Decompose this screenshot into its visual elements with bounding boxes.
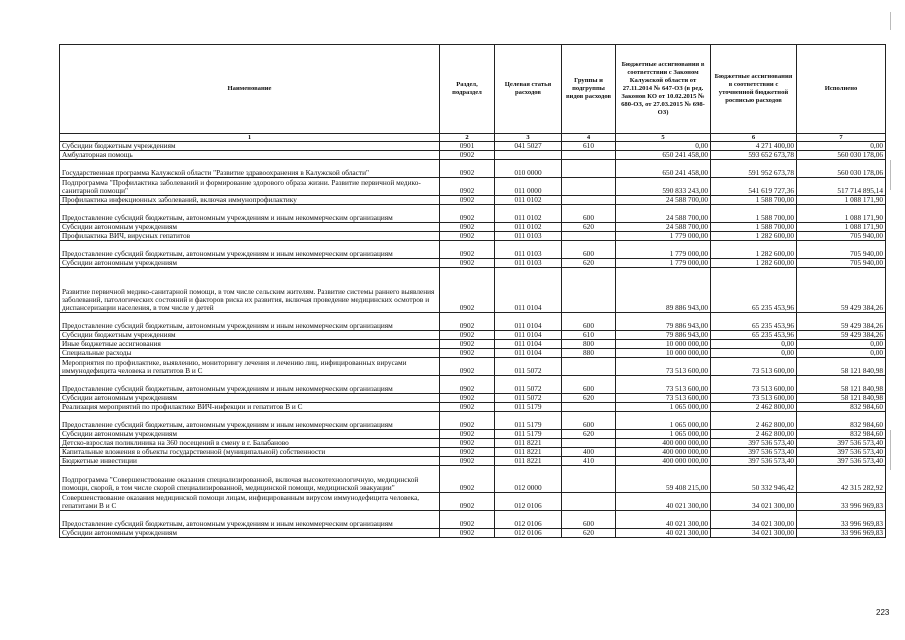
cell-v1: 0,00 bbox=[616, 142, 711, 151]
scan-edge-mark bbox=[890, 430, 891, 470]
cell-art: 011 5179 bbox=[495, 403, 562, 412]
cell-v3: 58 121 840,98 bbox=[797, 358, 886, 376]
cell-v2: 65 235 453,96 bbox=[711, 313, 797, 331]
table-row bbox=[60, 313, 886, 331]
cell-name: Субсидии бюджетным учреждениям bbox=[60, 331, 440, 340]
cell-v2: 4 271 400,00 bbox=[711, 142, 797, 151]
cell-art: 010 0000 bbox=[495, 160, 562, 178]
cell-name: Подпрограмма "Совершенствование оказания специализированной, включая высокотехнологичную, медицинской помощи, скорой, в том числе скорой специализированной, медицинской помощи, медицинской эвакуации" bbox=[60, 466, 440, 493]
cell-v1: 24 588 700,00 bbox=[616, 196, 711, 205]
cell-v1: 1 779 000,00 bbox=[616, 232, 711, 241]
cell-name: Субсидии бюджетным учреждениям bbox=[60, 142, 440, 151]
table-body bbox=[60, 142, 886, 538]
cell-name: Мероприятия по профилактике, выявлению, мониторингу лечения и лечению лиц, инфицированных вирусами иммунодефицита человека и гепатитов В и С bbox=[60, 358, 440, 376]
cell-v2: 34 021 300,00 bbox=[711, 511, 797, 529]
cell-v1: 400 000 000,00 bbox=[616, 439, 711, 448]
table-row bbox=[60, 448, 886, 457]
cell-sec: 0902 bbox=[440, 241, 495, 259]
cell-grp: 410 bbox=[562, 457, 616, 466]
cell-sec: 0902 bbox=[440, 457, 495, 466]
page-number: 223 bbox=[876, 608, 890, 617]
cell-grp: 800 bbox=[562, 340, 616, 349]
cell-v2: 34 021 300,00 bbox=[711, 493, 797, 511]
cell-v2: 1 282 600,00 bbox=[711, 259, 797, 268]
table-row bbox=[60, 268, 886, 313]
cell-name: Предоставление субсидий бюджетным, автономным учреждениям и иным некоммерческим организациям bbox=[60, 376, 440, 394]
cell-v2: 50 332 946,42 bbox=[711, 466, 797, 493]
header-executed: Исполнено bbox=[797, 45, 886, 134]
cell-art: 011 0102 bbox=[495, 205, 562, 223]
cell-sec: 0902 bbox=[440, 349, 495, 358]
cell-v1: 40 021 300,00 bbox=[616, 529, 711, 538]
table-row bbox=[60, 196, 886, 205]
cell-sec: 0902 bbox=[440, 466, 495, 493]
cell-grp: 620 bbox=[562, 430, 616, 439]
column-number: 7 bbox=[797, 134, 886, 142]
cell-v3: 1 088 171,90 bbox=[797, 196, 886, 205]
cell-v3: 832 984,60 bbox=[797, 403, 886, 412]
cell-v3: 517 714 895,14 bbox=[797, 178, 886, 196]
cell-sec: 0902 bbox=[440, 430, 495, 439]
cell-grp bbox=[562, 196, 616, 205]
cell-sec: 0902 bbox=[440, 412, 495, 430]
cell-art: 011 8221 bbox=[495, 457, 562, 466]
cell-grp: 600 bbox=[562, 376, 616, 394]
cell-name: Иные бюджетные ассигнования bbox=[60, 340, 440, 349]
cell-v3: 705 940,00 bbox=[797, 232, 886, 241]
cell-v1: 59 408 215,00 bbox=[616, 466, 711, 493]
cell-art: 011 0104 bbox=[495, 340, 562, 349]
table-row bbox=[60, 457, 886, 466]
cell-sec: 0902 bbox=[440, 178, 495, 196]
cell-grp: 400 bbox=[562, 448, 616, 457]
cell-name: Совершенствование оказания медицинской помощи лицам, инфицированным вирусом иммунодефицита человека, гепатитами В и С bbox=[60, 493, 440, 511]
cell-v1: 650 241 458,00 bbox=[616, 151, 711, 160]
cell-name: Развитие первичной медико-санитарной помощи, в том числе сельским жителям. Развитие системы раннего выявления заболеваний, патологических состояний и факторов риска их развития, включая проведение медицинских осмотров и диспансеризации населения, в том числе у детей bbox=[60, 268, 440, 313]
cell-v2: 1 588 700,00 bbox=[711, 196, 797, 205]
column-number: 1 bbox=[60, 134, 440, 142]
table-row bbox=[60, 430, 886, 439]
cell-art: 011 0104 bbox=[495, 331, 562, 340]
cell-v2: 0,00 bbox=[711, 340, 797, 349]
cell-sec: 0902 bbox=[440, 331, 495, 340]
cell-v1: 73 513 600,00 bbox=[616, 394, 711, 403]
cell-v2: 73 513 600,00 bbox=[711, 376, 797, 394]
cell-sec: 0902 bbox=[440, 196, 495, 205]
cell-art: 011 0104 bbox=[495, 313, 562, 331]
cell-art: 011 0102 bbox=[495, 223, 562, 232]
table-row bbox=[60, 466, 886, 493]
cell-v2: 73 513 600,00 bbox=[711, 394, 797, 403]
cell-v1: 1 065 000,00 bbox=[616, 412, 711, 430]
table-row bbox=[60, 223, 886, 232]
cell-v2: 0,00 bbox=[711, 349, 797, 358]
cell-grp: 600 bbox=[562, 205, 616, 223]
header-section: Раздел, подраздел bbox=[440, 45, 495, 134]
header-budget-law: Бюджетные ассигнования в соответствии с Законом Калужской области от 27.11.2014 № 647-ОЗ (в ред. Законов КО от 10.02.2015 № 680-ОЗ, от 27.03.2015 № 698-ОЗ) bbox=[616, 45, 711, 134]
cell-v3: 397 536 573,40 bbox=[797, 439, 886, 448]
cell-v2: 1 588 700,00 bbox=[711, 205, 797, 223]
cell-name: Бюджетные инвестиции bbox=[60, 457, 440, 466]
column-number: 4 bbox=[562, 134, 616, 142]
cell-v1: 1 065 000,00 bbox=[616, 403, 711, 412]
cell-art: 011 0000 bbox=[495, 178, 562, 196]
cell-grp: 600 bbox=[562, 313, 616, 331]
cell-art: 011 0103 bbox=[495, 241, 562, 259]
cell-v2: 397 536 573,40 bbox=[711, 439, 797, 448]
cell-v3: 705 940,00 bbox=[797, 241, 886, 259]
cell-sec: 0902 bbox=[440, 223, 495, 232]
cell-name: Субсидии автономным учреждениям bbox=[60, 259, 440, 268]
cell-v2: 34 021 300,00 bbox=[711, 529, 797, 538]
cell-v2: 65 235 453,96 bbox=[711, 268, 797, 313]
cell-sec: 0902 bbox=[440, 232, 495, 241]
cell-art: 011 5072 bbox=[495, 376, 562, 394]
cell-sec: 0902 bbox=[440, 205, 495, 223]
table-row bbox=[60, 394, 886, 403]
cell-name: Подпрограмма "Профилактика заболеваний и формирование здорового образа жизни. Развитие первичной медико-санитарной помощи" bbox=[60, 178, 440, 196]
header-budget-refined: Бюджетные ассигнования в соответствии с уточненной бюджетной росписью расходов bbox=[711, 45, 797, 134]
cell-v3: 0,00 bbox=[797, 349, 886, 358]
cell-name: Предоставление субсидий бюджетным, автономным учреждениям и иным некоммерческим организациям bbox=[60, 313, 440, 331]
cell-art: 012 0106 bbox=[495, 511, 562, 529]
cell-grp bbox=[562, 151, 616, 160]
budget-table bbox=[59, 44, 886, 538]
cell-sec: 0902 bbox=[440, 439, 495, 448]
cell-name: Реализация мероприятий по профилактике ВИЧ-инфекции и гепатитов В и С bbox=[60, 403, 440, 412]
cell-v3: 705 940,00 bbox=[797, 259, 886, 268]
cell-v1: 650 241 458,00 bbox=[616, 160, 711, 178]
cell-grp bbox=[562, 358, 616, 376]
cell-v3: 560 030 178,06 bbox=[797, 160, 886, 178]
cell-v3: 58 121 840,98 bbox=[797, 376, 886, 394]
cell-grp bbox=[562, 403, 616, 412]
cell-grp bbox=[562, 439, 616, 448]
cell-v3: 0,00 bbox=[797, 142, 886, 151]
cell-grp: 600 bbox=[562, 241, 616, 259]
cell-v3: 33 996 969,83 bbox=[797, 511, 886, 529]
table-row bbox=[60, 151, 886, 160]
scan-edge-mark bbox=[890, 160, 891, 190]
cell-v3: 832 984,60 bbox=[797, 430, 886, 439]
cell-name: Предоставление субсидий бюджетным, автономным учреждениям и иным некоммерческим организациям bbox=[60, 241, 440, 259]
cell-v3: 560 030 178,06 bbox=[797, 151, 886, 160]
cell-art: 011 5179 bbox=[495, 412, 562, 430]
table-row bbox=[60, 358, 886, 376]
cell-name: Предоставление субсидий бюджетным, автономным учреждениям и иным некоммерческим организациям bbox=[60, 205, 440, 223]
table-row bbox=[60, 511, 886, 529]
table-row bbox=[60, 178, 886, 196]
cell-v1: 10 000 000,00 bbox=[616, 340, 711, 349]
cell-v1: 590 833 243,00 bbox=[616, 178, 711, 196]
table-row bbox=[60, 340, 886, 349]
scan-edge-mark bbox=[890, 12, 891, 30]
cell-v2: 1 282 600,00 bbox=[711, 232, 797, 241]
cell-v1: 24 588 700,00 bbox=[616, 205, 711, 223]
cell-sec: 0902 bbox=[440, 268, 495, 313]
column-number: 2 bbox=[440, 134, 495, 142]
cell-sec: 0902 bbox=[440, 511, 495, 529]
cell-v2: 593 652 673,78 bbox=[711, 151, 797, 160]
cell-sec: 0902 bbox=[440, 493, 495, 511]
cell-v2: 541 619 727,36 bbox=[711, 178, 797, 196]
cell-grp: 600 bbox=[562, 412, 616, 430]
cell-sec: 0902 bbox=[440, 376, 495, 394]
cell-name: Профилактика ВИЧ, вирусных гепатитов bbox=[60, 232, 440, 241]
cell-v2: 65 235 453,96 bbox=[711, 331, 797, 340]
table-row bbox=[60, 241, 886, 259]
table-row bbox=[60, 142, 886, 151]
cell-name: Государственная программа Калужской области "Развитие здравоохранения в Калужской области" bbox=[60, 160, 440, 178]
header-group: Группы и подгруппы видов расходов bbox=[562, 45, 616, 134]
table-row bbox=[60, 205, 886, 223]
cell-grp: 620 bbox=[562, 529, 616, 538]
table-row bbox=[60, 160, 886, 178]
cell-art bbox=[495, 151, 562, 160]
cell-name: Специальные расходы bbox=[60, 349, 440, 358]
header-name: Наименование bbox=[60, 45, 440, 134]
table-row bbox=[60, 232, 886, 241]
column-number: 5 bbox=[616, 134, 711, 142]
cell-art: 011 8221 bbox=[495, 439, 562, 448]
cell-art: 041 5027 bbox=[495, 142, 562, 151]
cell-v2: 2 462 800,00 bbox=[711, 430, 797, 439]
column-number: 3 bbox=[495, 134, 562, 142]
cell-name: Предоставление субсидий бюджетным, автономным учреждениям и иным некоммерческим организациям bbox=[60, 511, 440, 529]
cell-art: 011 5072 bbox=[495, 358, 562, 376]
cell-name: Субсидии автономным учреждениям bbox=[60, 529, 440, 538]
cell-v2: 73 513 600,00 bbox=[711, 358, 797, 376]
table-row bbox=[60, 349, 886, 358]
cell-v3: 1 088 171,90 bbox=[797, 205, 886, 223]
cell-v1: 400 000 000,00 bbox=[616, 457, 711, 466]
cell-v1: 79 886 943,00 bbox=[616, 331, 711, 340]
cell-grp: 880 bbox=[562, 349, 616, 358]
cell-v1: 400 000 000,00 bbox=[616, 448, 711, 457]
cell-v3: 33 996 969,83 bbox=[797, 493, 886, 511]
header-article: Целевая статья расходов bbox=[495, 45, 562, 134]
cell-v3: 33 996 969,83 bbox=[797, 529, 886, 538]
cell-art: 012 0000 bbox=[495, 466, 562, 493]
cell-sec: 0901 bbox=[440, 142, 495, 151]
cell-v2: 2 462 800,00 bbox=[711, 412, 797, 430]
cell-grp bbox=[562, 160, 616, 178]
table-row bbox=[60, 412, 886, 430]
cell-v3: 397 536 573,40 bbox=[797, 448, 886, 457]
cell-name: Детско-взрослая поликлиника на 360 посещений в смену в г. Балабаново bbox=[60, 439, 440, 448]
cell-grp: 620 bbox=[562, 394, 616, 403]
cell-name: Субсидии автономным учреждениям bbox=[60, 223, 440, 232]
cell-art: 012 0106 bbox=[495, 493, 562, 511]
cell-v1: 73 513 600,00 bbox=[616, 376, 711, 394]
cell-name: Профилактика инфекционных заболеваний, включая иммунопрофилактику bbox=[60, 196, 440, 205]
table-row bbox=[60, 259, 886, 268]
cell-v3: 58 121 840,98 bbox=[797, 394, 886, 403]
cell-name: Субсидии автономным учреждениям bbox=[60, 430, 440, 439]
cell-v1: 73 513 600,00 bbox=[616, 358, 711, 376]
cell-art: 011 0103 bbox=[495, 232, 562, 241]
cell-sec: 0902 bbox=[440, 448, 495, 457]
cell-grp bbox=[562, 232, 616, 241]
cell-v1: 89 886 943,00 bbox=[616, 268, 711, 313]
cell-name: Субсидии автономным учреждениям bbox=[60, 394, 440, 403]
cell-grp bbox=[562, 268, 616, 313]
cell-v3: 59 429 384,26 bbox=[797, 268, 886, 313]
cell-name: Предоставление субсидий бюджетным, автономным учреждениям и иным некоммерческим организациям bbox=[60, 412, 440, 430]
cell-grp: 620 bbox=[562, 223, 616, 232]
column-number: 6 bbox=[711, 134, 797, 142]
cell-grp: 600 bbox=[562, 511, 616, 529]
cell-v3: 832 984,60 bbox=[797, 412, 886, 430]
cell-art: 011 0104 bbox=[495, 268, 562, 313]
cell-v3: 1 088 171,90 bbox=[797, 223, 886, 232]
cell-v1: 10 000 000,00 bbox=[616, 349, 711, 358]
cell-sec: 0902 bbox=[440, 529, 495, 538]
cell-v1: 40 021 300,00 bbox=[616, 493, 711, 511]
cell-v3: 0,00 bbox=[797, 340, 886, 349]
cell-art: 011 5179 bbox=[495, 430, 562, 439]
cell-v2: 2 462 800,00 bbox=[711, 403, 797, 412]
budget-table-sheet bbox=[59, 44, 885, 538]
table-row bbox=[60, 493, 886, 511]
cell-sec: 0902 bbox=[440, 340, 495, 349]
cell-art: 012 0106 bbox=[495, 529, 562, 538]
cell-sec: 0902 bbox=[440, 358, 495, 376]
cell-v3: 59 429 384,26 bbox=[797, 313, 886, 331]
cell-art: 011 0102 bbox=[495, 196, 562, 205]
cell-v2: 397 536 573,40 bbox=[711, 457, 797, 466]
cell-sec: 0902 bbox=[440, 160, 495, 178]
table-row bbox=[60, 331, 886, 340]
cell-name: Амбулаторная помощь bbox=[60, 151, 440, 160]
table-row bbox=[60, 376, 886, 394]
cell-name: Капитальные вложения в объекты государственной (муниципальной) собственности bbox=[60, 448, 440, 457]
table-row bbox=[60, 529, 886, 538]
cell-v1: 24 588 700,00 bbox=[616, 223, 711, 232]
cell-v3: 397 536 573,40 bbox=[797, 457, 886, 466]
cell-v1: 1 779 000,00 bbox=[616, 241, 711, 259]
cell-art: 011 0104 bbox=[495, 349, 562, 358]
cell-sec: 0902 bbox=[440, 151, 495, 160]
cell-grp bbox=[562, 493, 616, 511]
cell-v2: 591 952 673,78 bbox=[711, 160, 797, 178]
cell-grp bbox=[562, 466, 616, 493]
cell-sec: 0902 bbox=[440, 313, 495, 331]
cell-sec: 0902 bbox=[440, 394, 495, 403]
cell-v3: 42 315 282,92 bbox=[797, 466, 886, 493]
cell-v1: 1 779 000,00 bbox=[616, 259, 711, 268]
cell-art: 011 5072 bbox=[495, 394, 562, 403]
cell-v1: 79 886 943,00 bbox=[616, 313, 711, 331]
table-row bbox=[60, 439, 886, 448]
cell-art: 011 8221 bbox=[495, 448, 562, 457]
table-row bbox=[60, 403, 886, 412]
cell-grp: 620 bbox=[562, 259, 616, 268]
cell-art: 011 0103 bbox=[495, 259, 562, 268]
cell-sec: 0902 bbox=[440, 259, 495, 268]
cell-grp bbox=[562, 178, 616, 196]
cell-v1: 1 065 000,00 bbox=[616, 430, 711, 439]
cell-v1: 40 021 300,00 bbox=[616, 511, 711, 529]
cell-grp: 610 bbox=[562, 142, 616, 151]
cell-v2: 1 588 700,00 bbox=[711, 223, 797, 232]
cell-sec: 0902 bbox=[440, 403, 495, 412]
cell-v2: 1 282 600,00 bbox=[711, 241, 797, 259]
cell-v2: 397 536 573,40 bbox=[711, 448, 797, 457]
cell-grp: 610 bbox=[562, 331, 616, 340]
cell-v3: 59 429 384,26 bbox=[797, 331, 886, 340]
